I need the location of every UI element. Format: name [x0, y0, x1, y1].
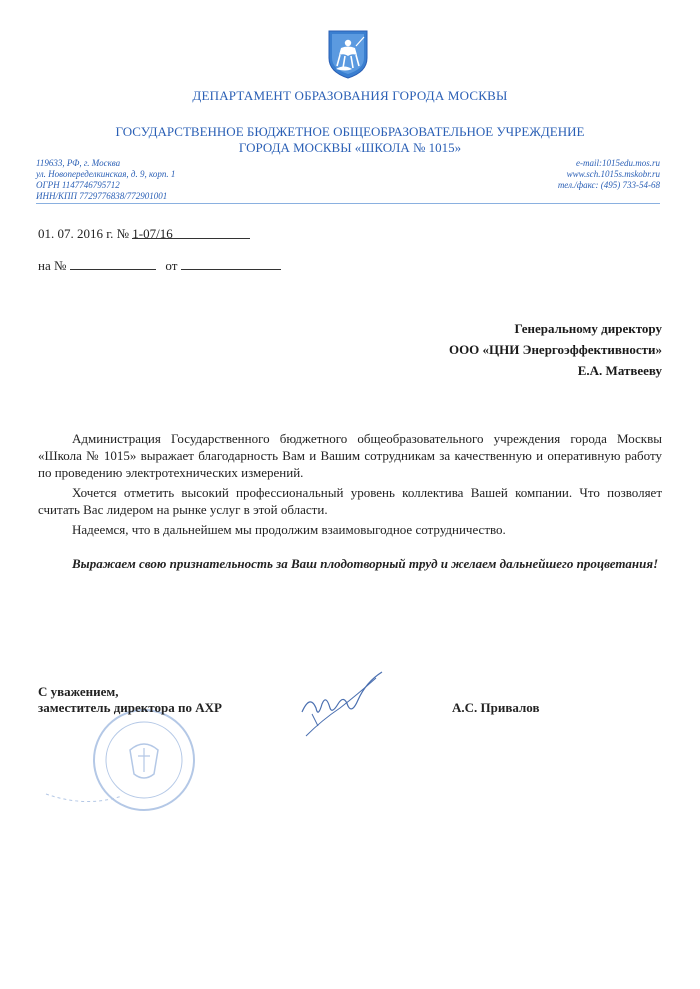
body-paragraph: Хочется отметить высокий профессиональный уровень коллектива Вашей компании. Что позволяет считать Вас лидером на рынке услуг в этой области. — [38, 485, 662, 517]
reply-date-field — [181, 257, 281, 270]
reply-number-field — [70, 257, 156, 270]
inn-kpp-line: ИНН/КПП 7729776838/772901001 — [36, 191, 168, 201]
recipient-company: ООО «ЦНИ Энергоэффективности» — [448, 342, 662, 357]
recipient-name: Е.А. Матвееву — [577, 363, 662, 378]
body-paragraph: Администрация Государственного бюджетного общеобразовательного учреждения города Москвы «Школа № 1015» выражает благодарность Вам и Вашим сотрудникам за качественную и оперативную работу по проведению электротехнических измерений. — [38, 431, 662, 480]
organization-name-line1: ГОСУДАРСТВЕННОЕ БЮДЖЕТНОЕ ОБЩЕОБРАЗОВАТЕЛЬНОЕ УЧРЕЖДЕНИЕ — [115, 124, 585, 139]
letter-number: 1-07/16 — [132, 226, 173, 241]
recipient-block — [449, 318, 662, 381]
from-label: от — [165, 258, 178, 273]
email-line: e-mail:1015edu.mos.ru — [576, 158, 660, 168]
address-line: ул. Новопеределкинская, д. 9, корп. 1 — [36, 169, 176, 179]
incoming-reference — [38, 257, 281, 274]
address-line: 119633, РФ, г. Москва — [36, 158, 121, 168]
address-block-left — [36, 158, 175, 202]
letter-number-field — [132, 226, 250, 239]
website-line: www.sch.1015s.mskobr.ru — [566, 169, 660, 179]
department-name: ДЕПАРТАМЕНТ ОБРАЗОВАНИЯ ГОРОДА МОСКВЫ — [192, 88, 508, 103]
ogrn-line: ОГРН 1147746795712 — [36, 180, 120, 190]
signer-position: заместитель директора по АХР — [38, 700, 222, 715]
organization-name-line2: ГОРОДА МОСКВЫ «ШКОЛА № 1015» — [238, 140, 462, 155]
moscow-coat-of-arms-icon — [326, 28, 370, 80]
outgoing-reference — [38, 226, 250, 242]
gratitude-paragraph: Выражаем свою признательность за Ваш плодотворный труд и желаем дальнейшего процветания! — [72, 556, 659, 571]
body-paragraph: Надеемся, что в дальнейшем мы продолжим взаимовыгодное сотрудничество. — [72, 522, 506, 537]
reply-to-label: на № — [38, 258, 67, 273]
signer-name: А.С. Привалов — [452, 700, 540, 715]
number-label: № — [116, 226, 130, 241]
contact-block-right — [558, 158, 660, 191]
letter-date: 01. 07. 2016 г. — [38, 226, 114, 241]
handwritten-signature-icon — [292, 664, 392, 744]
header-divider — [36, 203, 660, 204]
round-stamp-icon — [26, 698, 196, 818]
closing-block — [38, 684, 222, 716]
letter-body — [38, 430, 662, 541]
closing-regards: С уважением, — [38, 684, 119, 699]
phone-fax-line: тел./факс: (495) 733-54-68 — [557, 180, 660, 190]
recipient-position: Генеральному директору — [514, 321, 662, 336]
